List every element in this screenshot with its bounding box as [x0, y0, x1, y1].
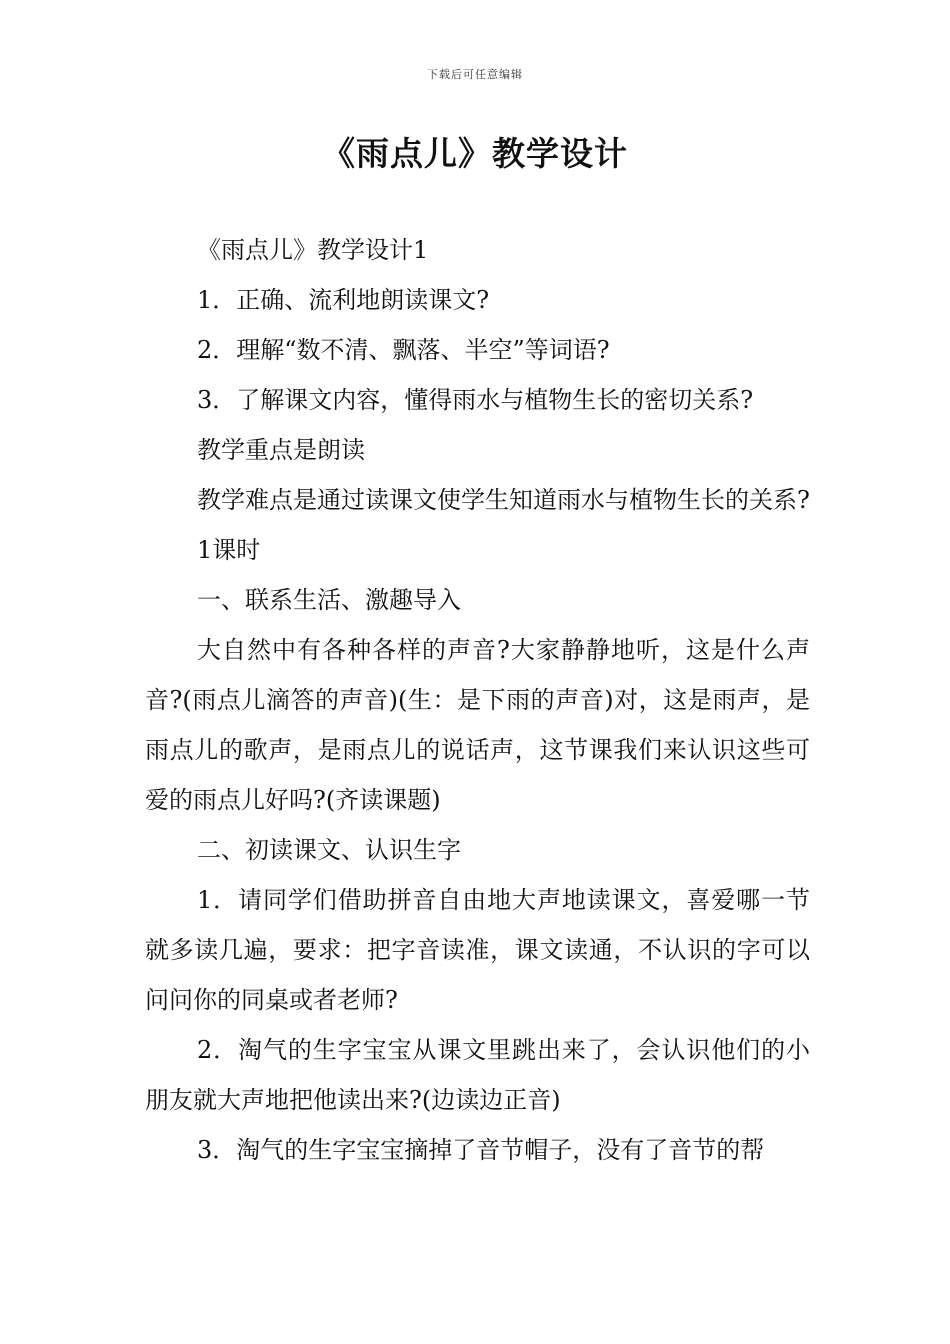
paragraph-goal-3: 3．了解课文内容，懂得雨水与植物生长的密切关系?	[197, 386, 754, 414]
section-heading-1: 一、联系生活、激趣导入	[197, 586, 461, 614]
paragraph-goal-1: 1．正确、流利地朗读课文?	[197, 286, 490, 314]
paragraph-difficulty: 教学难点是通过读课文使学生知道雨水与植物生长的关系?	[197, 486, 810, 514]
paragraph-intro: 大自然中有各种各样的声音?大家静静地听，这是什么声音?(雨点儿滴答的声音)(生：是下雨的声音)对，这是雨声，是雨点儿的歌声，是雨点儿的说话声，这节课我们来认识这些可爱的雨点儿好吗?(齐读课题)	[145, 636, 810, 814]
paragraph-step-1: 1．请同学们借助拼音自由地大声地读课文，喜爱哪一节就多读几遍，要求：把字音读准，课文读通，不认识的字可以问问你的同桌或者老师?	[145, 886, 810, 1014]
paragraph-key-point: 教学重点是朗读	[197, 436, 365, 464]
paragraph-step-3: 3．淘气的生字宝宝摘掉了音节帽子，没有了音节的帮	[197, 1136, 765, 1164]
paragraph-subtitle: 《雨点儿》教学设计1	[197, 236, 429, 264]
header-note: 下载后可任意编辑	[427, 68, 523, 81]
paragraph-duration: 1课时	[197, 536, 261, 564]
section-heading-2: 二、初读课文、认识生字	[197, 836, 461, 864]
document-title: 《雨点儿》教学设计	[322, 134, 628, 173]
document-body	[145, 225, 810, 1175]
paragraph-goal-2: 2．理解“数不清、飘落、半空”等词语?	[197, 336, 610, 364]
paragraph-step-2: 2．淘气的生字宝宝从课文里跳出来了，会认识他们的小朋友就大声地把他读出来?(边读边正音)	[145, 1036, 810, 1114]
